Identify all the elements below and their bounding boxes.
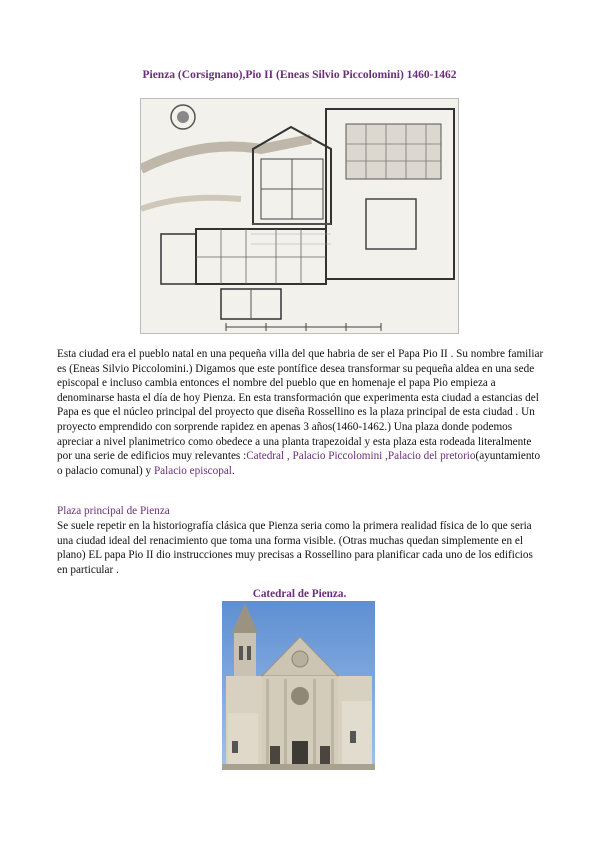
link-palacio-episcopal[interactable]: Palacio episcopal — [153, 464, 232, 477]
intro-end: . — [231, 464, 235, 477]
section-heading: Plaza principal de Pienza — [57, 505, 170, 517]
page-title: Pienza (Corsignano),Pio II (Eneas Silvio Piccolomini) 1460-1462 — [142, 69, 457, 81]
link-catedral[interactable]: Catedral , — [246, 450, 290, 463]
intro-after-text: (ayuntamiento o palacio comunal) y — [57, 450, 541, 477]
pienza-plan-image — [140, 98, 459, 334]
link-palacio-piccolomini[interactable]: Palacio Piccolomini , — [292, 450, 388, 463]
plaza-paragraph: Se suele repetir en la historiografía clásica que Pienza seria como la primera realidad física de lo que seria una ciudad ideal del renacimiento que toma una forma visible. (Otras muchas quedan simplemente en el plano) EL papa Pio II dio instrucciones muy precisas a Rossellino para planificar cada uno de los edificios en particular . — [57, 520, 533, 576]
cathedral-photo — [222, 601, 375, 770]
image-caption: Catedral de Pienza. — [252, 588, 347, 600]
link-palacio-pretorio[interactable]: Palacio del pretorio — [387, 450, 476, 463]
intro-text: Esta ciudad era el pueblo natal en una pequeña villa del que habria de ser el Papa Pio II . Su nombre familiar es (Eneas Silvio Piccolomini.) Digamos que este pontífice desea transformar su pequeña aldea en una sede episcopal e incluso cambia entonces el nombre del pueblo que en homenaje el papa Pio empieza a denominarse hasta el día de hoy Pienza. En esta transformación que experimenta esta ciudad a estancias del Papa es que el núcleo principal del proyecto que diseña Rossellino es la plaza principal de esta ciudad . Un proyecto emprendido con sorprende rapidez en apenas 3 años(1460-1462.) Una plaza donde podemos apreciar a nivel planimetrico como obedece a una planta trapezoidal y esta plaza esta rodeada literalmente por una serie de edificios muy relevantes : — [57, 348, 544, 463]
intro-paragraph — [57, 347, 545, 478]
